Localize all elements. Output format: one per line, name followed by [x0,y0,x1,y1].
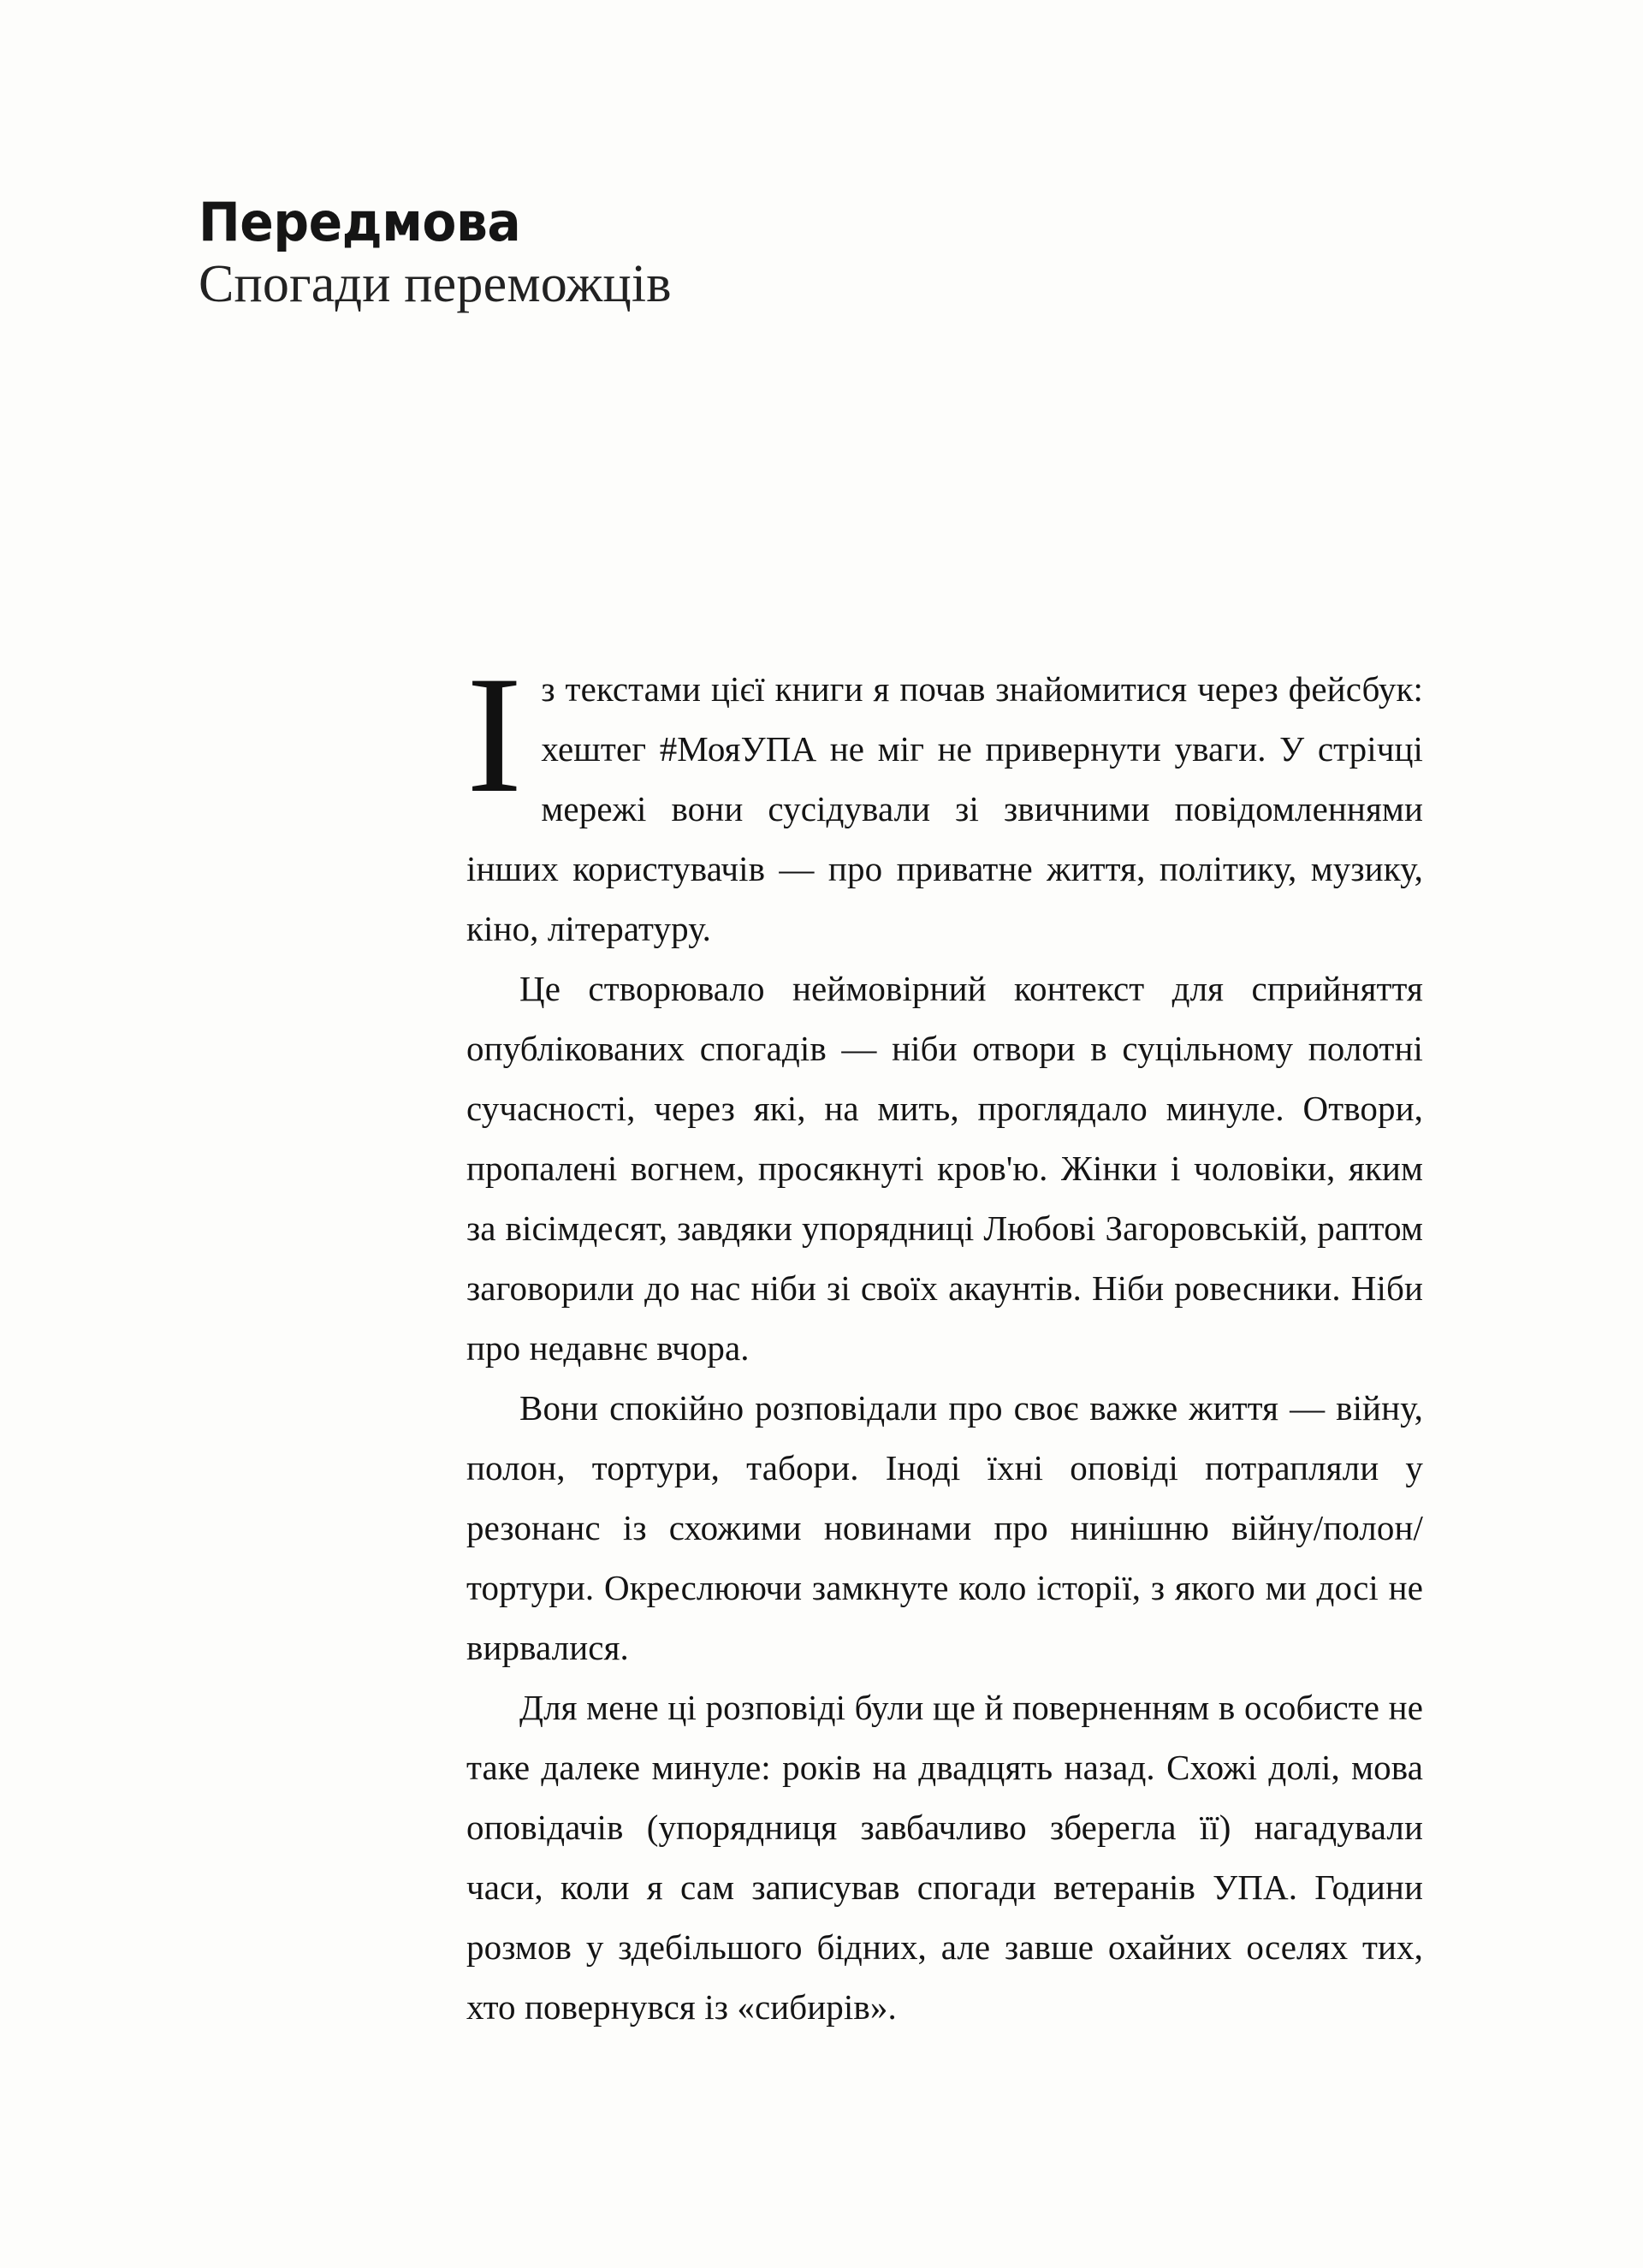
paragraph-3: Вони спокійно розповідали про своє важке життя — війну, полон, тортури, табори. Іноді їхні оповіді потрапляли у резонанс із схожими новинами про нинішню війну/полон/тортури. Окреслюючи замкнуте коло історії, з якого ми досі не вирвалися. [466,1388,1423,1667]
paragraph-4: Для мене ці розповіді були ще й поверненням в особисте не таке далеке минуле: років на двадцять назад. Схожі долі, мова оповідачів (упорядниця завбачливо зберегла її) нагадували часи, коли я сам записував спогади ветеранів УПА. Години розмов у здебільшого бідних, але завше охайних оселях тих, хто повернувся із «сибирів». [466,1688,1423,2027]
chapter-heading-block [199,191,1225,315]
page-subtitle: Спогади переможців [199,255,672,314]
drop-cap: І [466,642,523,828]
page-title: Передмова [199,191,521,253]
body-text-column [466,642,1423,2037]
paragraph-2: Це створювало неймовірний контекст для сприйняття опублікованих спогадів — ніби отвори в суцільному полотні сучасності, через які, на мить, проглядало минуле. Отвори, пропалені вогнем, просякнуті кров'ю. Жінки і чоловіки, яким за вісімдесят, завдяки упорядниці Любові Загоровській, раптом заговорили до нас ніби зі своїх акаунтів. Ніби ровесники. Ніби про недавнє вчора. [466,969,1423,1368]
paragraph-1-text: з текстами цієї книги я почав знайомитися через фейсбук: хештег #МояУПА не міг не привернути уваги. У стрічці мережі вони сусідували зі звичними повідомленнями інших користувачів — про приватне життя, політику, музику, кіно, літературу. [466,669,1423,948]
paragraph-1 [466,642,1423,959]
